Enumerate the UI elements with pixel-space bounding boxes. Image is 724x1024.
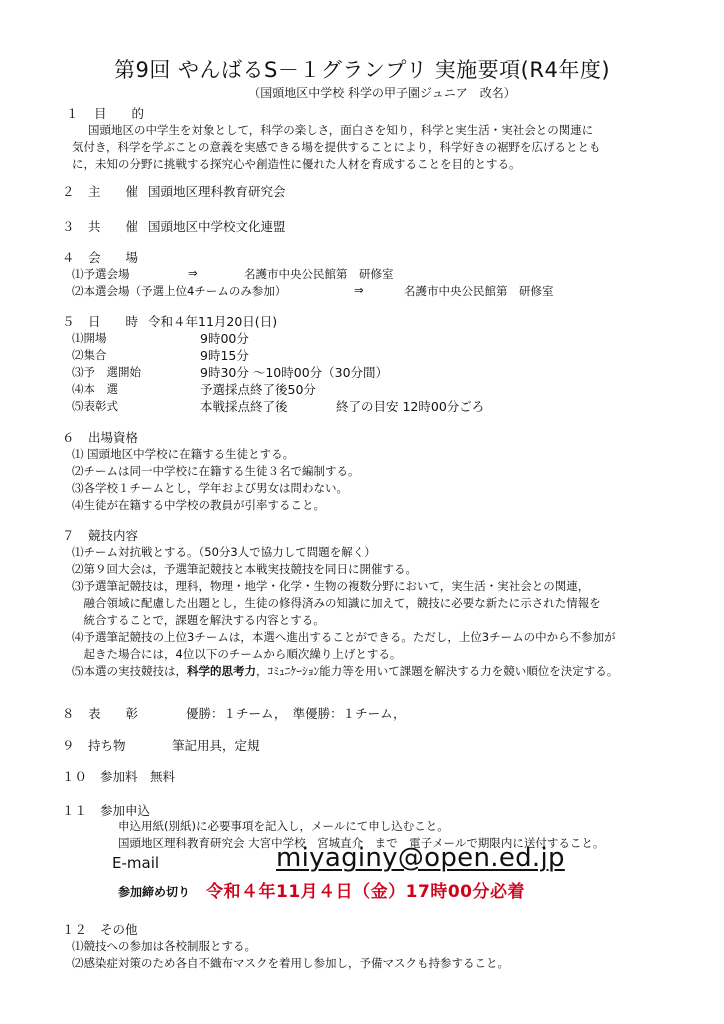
competition-line: 融合領域に配慮した出題とし，生徒の修得済みの知識に加えて，競技に必要な新たに示された情報を <box>72 596 601 610</box>
fee-value: 無料 <box>150 769 176 784</box>
schedule-note: 終了の目安 12時00分ごろ <box>336 399 485 414</box>
competition-line: ⑴チーム対抗戦とする。（50分3人で協力して問題を解く） <box>72 545 376 559</box>
schedule-label: ⑴開場 <box>72 331 107 345</box>
arrow: ⇒ <box>354 283 364 297</box>
eligibility-line: ⑴ 国頭地区中学校に在籍する生徒とする。 <box>72 447 295 461</box>
schedule-value: 9時15分 <box>200 348 249 363</box>
section-heading: 表 彰 <box>88 706 139 721</box>
section-number: １１ <box>62 803 88 818</box>
section-number: １０ <box>62 769 88 784</box>
cosponsor-value: 国頭地区中学校文化連盟 <box>148 219 286 234</box>
venue-value: 名護市中央公民館第 研修室 <box>404 284 554 298</box>
email-label: E-mail <box>112 854 160 872</box>
schedule-label: ⑵集合 <box>72 348 107 362</box>
venue-label: ⑴予選会場 <box>72 267 130 281</box>
competition-line: 起きた場合には，4位以下のチームから順次繰り上げとする。 <box>72 647 402 661</box>
schedule-value: 9時00分 <box>200 331 249 346</box>
section-heading: 共 催 <box>88 219 139 234</box>
section-heading: 参加料 <box>100 769 138 784</box>
section-number: ９ <box>62 738 75 753</box>
section-heading: 会 場 <box>88 250 139 265</box>
section-heading: 競技内容 <box>88 528 139 543</box>
purpose-line: に，未知の分野に挑戦する探究心や創造性に優れた人材を育成することを目的とする。 <box>72 157 521 171</box>
email-address[interactable]: miyaginy@open.ed.jp <box>276 843 565 873</box>
section-number: ２ <box>62 184 75 199</box>
section-heading: その他 <box>100 922 138 937</box>
section-number: ６ <box>62 430 75 445</box>
venue-label: ⑵本選会場（予選上位4チームのみ参加） <box>72 284 287 298</box>
organizer-value: 国頭地区理科教育研究会 <box>148 184 286 199</box>
purpose-line: 気付き，科学を学ぶことの意義を実感できる場を提供することにより，科学好きの裾野を広げるととも <box>72 140 601 154</box>
schedule-label: ⑶予 選開始 <box>72 365 141 379</box>
eligibility-line: ⑶各学校１チームとし，学年および男女は問わない。 <box>72 481 348 495</box>
awards-value: 優勝：１チーム， 準優勝：１チーム， <box>186 706 406 721</box>
venue-value: 名護市中央公民館第 研修室 <box>244 267 394 281</box>
schedule-label: ⑸表彰式 <box>72 399 118 413</box>
section-heading: 主 催 <box>88 184 139 199</box>
section-heading: 目 的 <box>94 106 145 121</box>
deadline-label: 参加締め切り <box>118 885 191 899</box>
section-number: １ <box>66 106 79 121</box>
competition-line-final <box>72 663 618 679</box>
page-title: 第9回 やんばるS－１グランプリ 実施要項(R4年度) <box>113 58 611 82</box>
page-subtitle: （国頭地区中学校 科学の甲子園ジュニア 改名） <box>248 86 516 100</box>
purpose-line: 国頭地区の中学生を対象として，科学の楽しさ，面白さを知り，科学と実生活・実社会との関連に <box>88 123 594 137</box>
competition-line: ⑶予選筆記競技は，理科，物理・地学・化学・生物の複数分野において，実生活・実社会との関連， <box>72 579 590 593</box>
schedule-value: 本戦採点終了後 <box>200 399 288 414</box>
section-heading: 出場資格 <box>88 430 139 445</box>
competition-line: ⑵第９回大会は，予選筆記競技と本戦実技競技を同日に開催する。 <box>72 562 417 576</box>
schedule-value: 予選採点終了後50分 <box>200 382 316 397</box>
deadline-value: 令和４年11月４日（金）17時00分必着 <box>206 882 525 902</box>
eligibility-line: ⑵チームは同一中学校に在籍する生徒３名で編制する。 <box>72 464 360 478</box>
section-number: ４ <box>62 250 75 265</box>
schedule-label: ⑷本 選 <box>72 382 118 396</box>
event-date: 令和４年11月20日(日) <box>148 314 278 329</box>
final-pre: ⑸本選の実技競技は， <box>72 664 187 678</box>
arrow: ⇒ <box>188 266 198 280</box>
eligibility-line: ⑷生徒が在籍する中学校の教員が引率すること。 <box>72 498 325 512</box>
schedule-value: 9時30分 ～10時00分（30分間） <box>200 365 389 380</box>
final-post: ，ｺﾐｭﾆｹｰｼｮﾝ能力等を用いて課題を解決する力を競い順位を決定する。 <box>256 664 619 678</box>
belongings-value: 筆記用具，定規 <box>172 738 260 753</box>
section-number: １２ <box>62 922 88 937</box>
competition-line: ⑷予選筆記競技の上位3チームは，本選へ進出することができる。ただし，上位3チームの中から不参加が <box>72 630 616 644</box>
section-heading: 参加申込 <box>100 803 151 818</box>
section-number: ３ <box>62 219 75 234</box>
section-heading: 日 時 <box>88 314 139 329</box>
section-heading: 持ち物 <box>88 738 126 753</box>
other-line: ⑴競技への参加は各校制服とする。 <box>72 939 256 953</box>
application-line: 国頭地区理科教育研究会 大宮中学校 宮城直介 まで 電子メールで期限内に送付すること。 <box>118 836 605 850</box>
other-line: ⑵感染症対策のため各自不織布マスクを着用し参加し，予備マスクも持参すること。 <box>72 956 509 970</box>
final-emphasis: 科学的思考力 <box>187 664 256 678</box>
competition-line: 統合することで，課題を解決する内容とする。 <box>72 613 325 627</box>
application-line: 申込用紙(別紙)に必要事項を記入し，メールにて申し込むこと。 <box>118 819 449 833</box>
section-number: ５ <box>62 314 75 329</box>
section-number: ８ <box>62 706 75 721</box>
section-number: ７ <box>62 528 75 543</box>
